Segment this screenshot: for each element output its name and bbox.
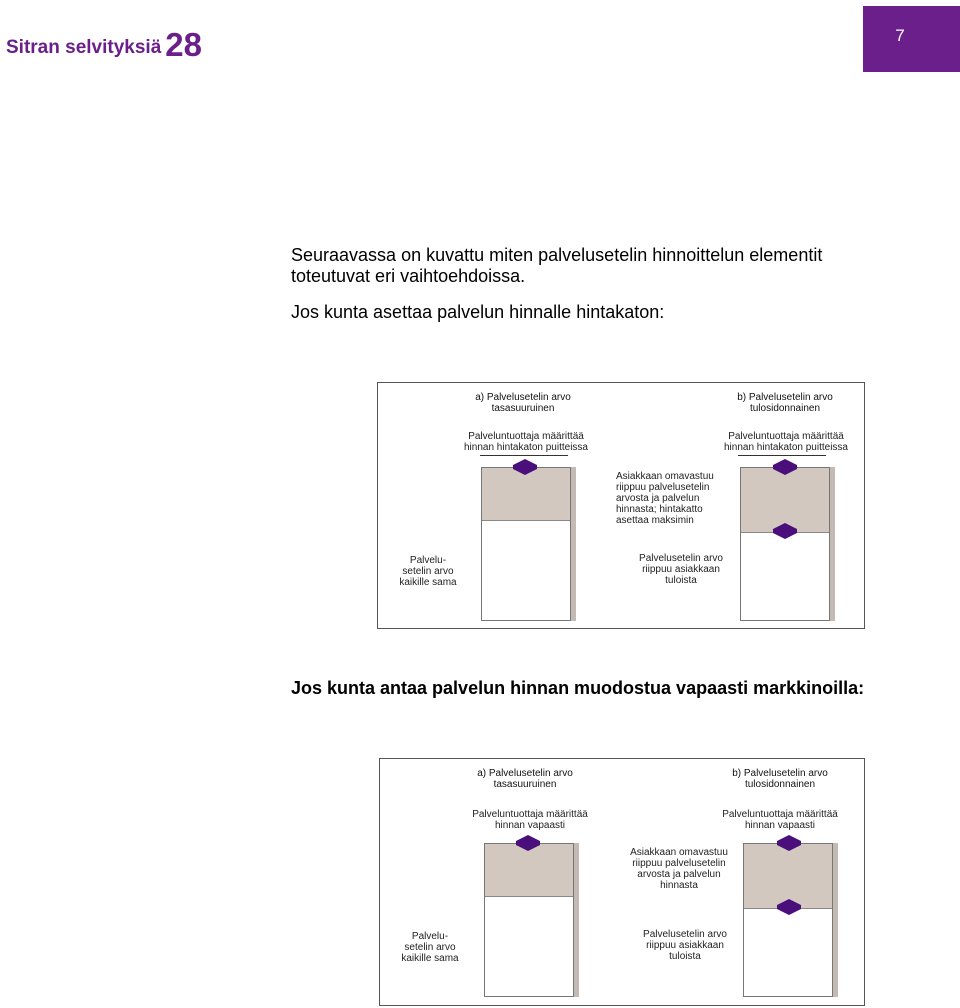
double-arrow-icon — [777, 835, 801, 851]
voucher-column-b — [740, 467, 830, 621]
series-number: 28 — [165, 26, 202, 63]
client-share-note: Asiakkaan omavastuu riippuu palvelusetelin arvosta ja palvelun hinnasta; hintakatto asettaa maksimin — [616, 471, 714, 526]
col-a-title: a) Palvelusetelin arvo tasasuuruinen — [475, 392, 571, 414]
double-arrow-icon — [773, 523, 797, 539]
col-b-provider-text: Palveluntuottaja määrittää hinnan vapaasti — [722, 809, 838, 831]
voucher-column-a — [481, 467, 571, 621]
col-a-title: a) Palvelusetelin arvo tasasuuruinen — [477, 768, 573, 790]
page-number: 7 — [895, 26, 905, 45]
series-title — [6, 26, 202, 64]
client-share-area-a — [482, 468, 570, 521]
page-number-box — [863, 6, 960, 72]
equal-value-note: Palvelu- setelin arvo kaikille sama — [399, 555, 457, 588]
series-name: Sitran selvityksiä — [6, 37, 162, 58]
col-b-provider-text: Palveluntuottaja määrittää hinnan hintakaton puitteissa — [724, 431, 848, 453]
intro-paragraph: Seuraavassa on kuvattu miten palvelusetelin hinnoittelun elementit toteutuvat eri vaihtoehdoissa. — [291, 245, 823, 286]
col-a-provider-text: Palveluntuottaja määrittää hinnan hintakaton puitteissa — [464, 431, 588, 453]
figure-price-cap — [377, 382, 865, 629]
equal-value-note: Palvelu- setelin arvo kaikille sama — [401, 931, 459, 964]
price-cap-line-b — [738, 455, 826, 456]
voucher-column-a — [484, 843, 574, 997]
col-b-title: b) Palvelusetelin arvo tulosidonnainen — [732, 768, 828, 790]
client-share-note: Asiakkaan omavastuu riippuu palvelusetelin arvosta ja palvelun hinnasta — [630, 847, 728, 891]
income-based-note: Palvelusetelin arvo riippuu asiakkaan tuloista — [639, 553, 723, 586]
col-a-provider-text: Palveluntuottaja määrittää hinnan vapaasti — [472, 809, 588, 831]
double-arrow-icon — [516, 835, 540, 851]
price-cap-line-a — [480, 455, 568, 456]
double-arrow-icon — [513, 459, 537, 475]
voucher-column-b — [743, 843, 833, 997]
double-arrow-icon — [777, 899, 801, 915]
figure-free-market — [379, 758, 865, 1006]
double-arrow-icon — [773, 459, 797, 475]
section-1-heading: Jos kunta asettaa palvelun hinnalle hintakaton: — [291, 302, 665, 322]
col-b-title: b) Palvelusetelin arvo tulosidonnainen — [737, 392, 833, 414]
section-2-heading: Jos kunta antaa palvelun hinnan muodostua vapaasti markkinoilla: — [291, 678, 865, 698]
client-share-area-a — [485, 844, 573, 897]
income-based-note: Palvelusetelin arvo riippuu asiakkaan tuloista — [643, 929, 727, 962]
